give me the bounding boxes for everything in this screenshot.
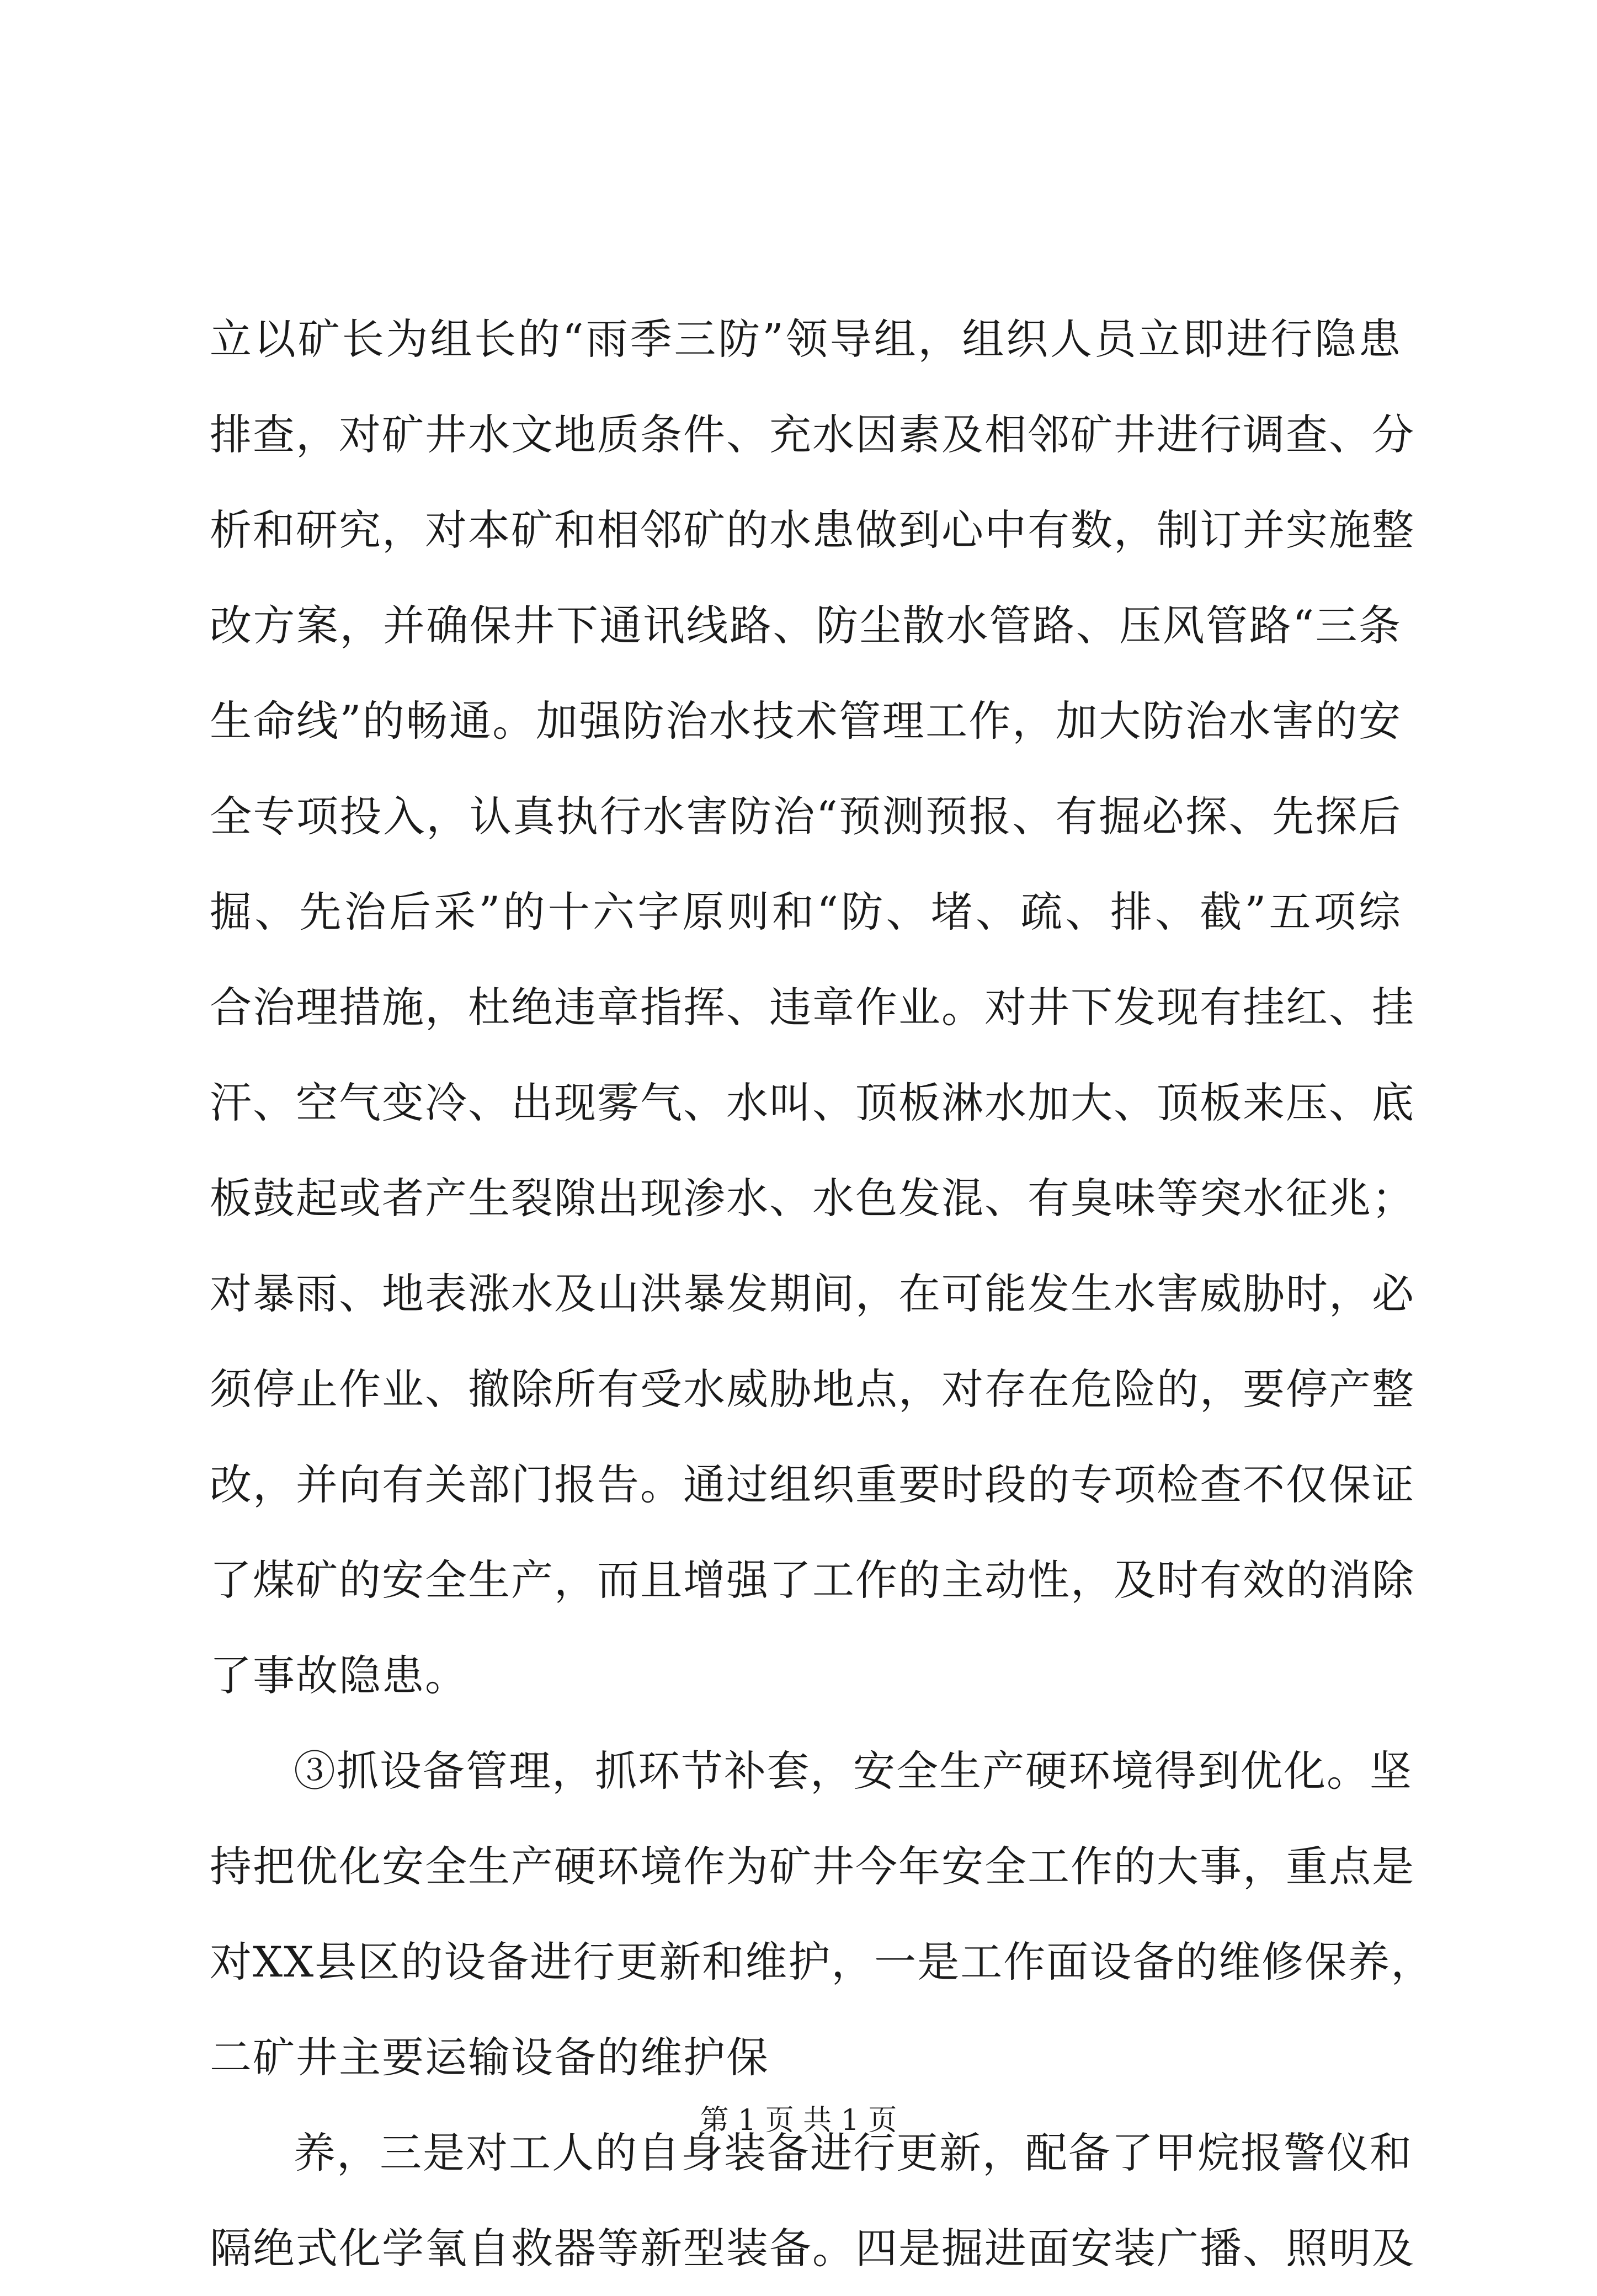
paragraph-first-line: ③抓设备管理，抓环节补套，安全生产硬环境得到优化。坚: [294, 1746, 1413, 1796]
text-line: 生命线”的畅通。加强防治水技术管理工作，加大防治水害的安: [210, 696, 1402, 745]
text-line: 析和研究，对本矿和相邻矿的水患做到心中有数，制订并实施整: [210, 505, 1415, 555]
text-line: 汗、空气变冷、出现雾气、水叫、顶板淋水加大、顶板来压、底: [210, 1078, 1415, 1127]
text-line: 合治理措施，杜绝违章指挥、违章作业。对井下发现有挂红、挂: [210, 983, 1415, 1032]
text-line: 须停止作业、撤除所有受水威胁地点，对存在危险的，要停产整: [210, 1365, 1415, 1414]
text-line: 对暴雨、地表涨水及山洪暴发期间，在可能发生水害威胁时，必: [210, 1269, 1415, 1318]
text-line: 排查，对矿井水文地质条件、充水因素及相邻矿井进行调查、分: [210, 410, 1415, 459]
text-line: 掘、先治后采”的十六字原则和“防、堵、疏、排、截”五项综: [210, 887, 1402, 936]
text-line: 二矿井主要运输设备的维护保: [210, 2033, 769, 2082]
text-line: 持把优化安全生产硬环境作为矿井今年安全工作的大事，重点是: [210, 1842, 1415, 1891]
text-line: 了事故隐患。: [210, 1651, 468, 1700]
text-line: 板鼓起或者产生裂隙出现渗水、水色发混、有臭味等突水征兆；: [210, 1174, 1415, 1223]
text-line: 对XX县区的设备进行更新和维护，一是工作面设备的维修保养，: [210, 1937, 1434, 1986]
text-line: 了煤矿的安全生产，而且增强了工作的主动性，及时有效的消除: [210, 1555, 1415, 1605]
text-line: 全专项投入，认真执行水害防治“预测预报、有掘必探、先探后: [210, 792, 1402, 841]
text-line: 立以矿长为组长的“雨季三防”领导组，组织人员立即进行隐患: [210, 315, 1402, 364]
paragraph-first-line: 养，三是对工人的自身装备进行更新，配备了甲烷报警仪和: [294, 2128, 1413, 2177]
text-line: 隔绝式化学氧自救器等新型装备。四是掘进面安装广播、照明及: [210, 2224, 1415, 2273]
body-text: [210, 291, 1434, 2296]
text-line: 改方案，并确保井下通讯线路、防尘散水管路、压风管路“三条: [210, 601, 1402, 650]
text-line: 改，并向有关部门报告。通过组织重要时段的专项检查不仅保证: [210, 1460, 1415, 1509]
page-footer: 第 1 页 共 1 页: [700, 2104, 897, 2137]
